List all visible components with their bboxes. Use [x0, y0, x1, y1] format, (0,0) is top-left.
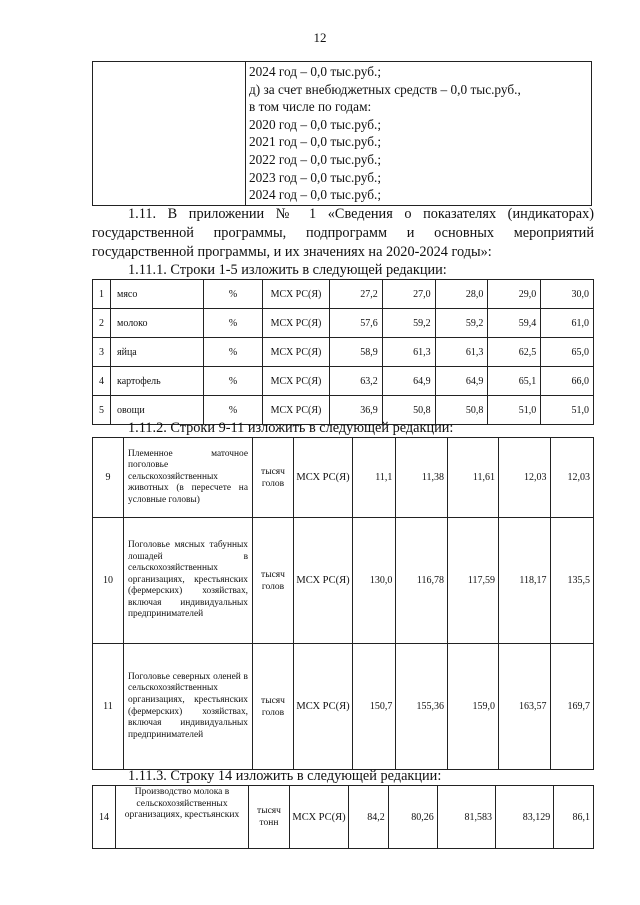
value-cell: 83,129: [495, 786, 553, 849]
table-row: [93, 309, 594, 338]
indicator-name: картофель: [111, 367, 204, 396]
value-cell: 169,7: [550, 644, 593, 770]
indicator-name: овощи: [111, 396, 204, 425]
source-cell: МСХ РС(Я): [263, 367, 330, 396]
row-number: 11: [93, 644, 124, 770]
row-number: 2: [93, 309, 111, 338]
table-rows-1-5: [92, 279, 594, 425]
row-number: 14: [93, 786, 116, 849]
unit-cell: %: [204, 309, 263, 338]
value-cell: 59,2: [435, 309, 488, 338]
empty-cell: [93, 62, 246, 206]
value-cell: 61,3: [382, 338, 435, 367]
indicator-name: мясо: [111, 280, 204, 309]
unit-cell: тысяч голов: [253, 644, 294, 770]
indicator-name: Племенное маточное поголовье сельскохозяйственных животных (в пересчете на условные головы): [124, 438, 253, 518]
page-number: 12: [313, 30, 327, 45]
value-cell: 11,61: [447, 438, 498, 518]
value-cell: 64,9: [435, 367, 488, 396]
source-cell: МСХ РС(Я): [290, 786, 349, 849]
funding-lines-cell: [246, 62, 592, 206]
value-cell: 59,2: [382, 309, 435, 338]
value-cell: 84,2: [349, 786, 389, 849]
unit-cell: %: [204, 338, 263, 367]
funding-line: 2024 год – 0,0 тыс.руб.;: [249, 187, 382, 203]
value-cell: 135,5: [550, 518, 593, 644]
value-cell: 159,0: [447, 644, 498, 770]
unit-cell: %: [204, 396, 263, 425]
table-row: [93, 786, 594, 849]
unit-cell: %: [204, 280, 263, 309]
row-number: 1: [93, 280, 111, 309]
paragraph-1-11: 1.11. В приложении № 1 «Сведения о показателях (индикаторах) государственной программы, подпрограмм и основных мероприятий государственной программы, и их значениях на 2020-2024 годы»:: [92, 206, 594, 260]
unit-cell: тысяч голов: [253, 518, 294, 644]
value-cell: 12,03: [498, 438, 550, 518]
value-cell: 28,0: [435, 280, 488, 309]
value-cell: 51,0: [488, 396, 541, 425]
funding-line: 2020 год – 0,0 тыс.руб.;: [249, 116, 382, 132]
value-cell: 65,1: [488, 367, 541, 396]
value-cell: 155,36: [396, 644, 448, 770]
value-cell: 66,0: [541, 367, 594, 396]
indicator-name: яйца: [111, 338, 204, 367]
value-cell: 130,0: [353, 518, 396, 644]
row-number: 4: [93, 367, 111, 396]
indicator-name: молоко: [111, 309, 204, 338]
value-cell: 50,8: [382, 396, 435, 425]
source-cell: МСХ РС(Я): [263, 280, 330, 309]
row-number: 3: [93, 338, 111, 367]
table-row: [93, 644, 594, 770]
value-cell: 62,5: [488, 338, 541, 367]
heading-1-11-1: 1.11.1. Строки 1-5 изложить в следующей редакции:: [128, 262, 447, 278]
funding-line: 2021 год – 0,0 тыс.руб.;: [249, 134, 382, 150]
value-cell: 36,9: [330, 396, 383, 425]
value-cell: 65,0: [541, 338, 594, 367]
value-cell: 116,78: [396, 518, 448, 644]
value-cell: 29,0: [488, 280, 541, 309]
indicator-name: Поголовье северных оленей в сельскохозяйственных организациях, крестьянских (фермерских) хозяйствах, включая индивидуальных предпринимателей: [124, 644, 253, 770]
value-cell: 11,1: [353, 438, 396, 518]
funding-line: 2024 год – 0,0 тыс.руб.;: [249, 64, 382, 79]
value-cell: 58,9: [330, 338, 383, 367]
source-cell: МСХ РС(Я): [263, 338, 330, 367]
value-cell: 117,59: [447, 518, 498, 644]
heading-1-11-2: 1.11.2. Строки 9-11 изложить в следующей редакции:: [128, 420, 454, 436]
unit-cell: тысяч тонн: [249, 786, 290, 849]
source-cell: МСХ РС(Я): [263, 396, 330, 425]
table-row: [93, 338, 594, 367]
value-cell: 27,0: [382, 280, 435, 309]
indicator-name: Поголовье мясных табунных лошадей в сельскохозяйственных организациях, крестьянских (фермерских) хозяйствах, включая индивидуальных предпринимателей: [124, 518, 253, 644]
value-cell: 61,3: [435, 338, 488, 367]
source-cell: МСХ РС(Я): [294, 438, 353, 518]
table-row: [93, 438, 594, 518]
value-cell: 27,2: [330, 280, 383, 309]
value-cell: 81,583: [437, 786, 495, 849]
value-cell: 57,6: [330, 309, 383, 338]
value-cell: 59,4: [488, 309, 541, 338]
table-row-14: [92, 785, 594, 849]
value-cell: 163,57: [498, 644, 550, 770]
heading-1-11-3: 1.11.3. Строку 14 изложить в следующей редакции:: [128, 768, 442, 784]
indicator-name: Производство молока в сельскохозяйственных организациях, крестьянских: [116, 786, 249, 849]
value-cell: 80,26: [388, 786, 437, 849]
funding-line: в том числе по годам:: [249, 99, 372, 115]
unit-cell: тысяч голов: [253, 438, 294, 518]
row-number: 9: [93, 438, 124, 518]
value-cell: 11,38: [396, 438, 448, 518]
row-number: 10: [93, 518, 124, 644]
value-cell: 61,0: [541, 309, 594, 338]
value-cell: 64,9: [382, 367, 435, 396]
value-cell: 63,2: [330, 367, 383, 396]
source-cell: МСХ РС(Я): [263, 309, 330, 338]
value-cell: 86,1: [554, 786, 594, 849]
funding-continuation-table: [92, 61, 592, 206]
unit-cell: %: [204, 367, 263, 396]
value-cell: 12,03: [550, 438, 593, 518]
funding-line: д) за счет внебюджетных средств – 0,0 тыс.руб.,: [249, 81, 521, 97]
value-cell: 51,0: [541, 396, 594, 425]
value-cell: 118,17: [498, 518, 550, 644]
table-row: [93, 280, 594, 309]
table-row: [93, 367, 594, 396]
value-cell: 50,8: [435, 396, 488, 425]
value-cell: 30,0: [541, 280, 594, 309]
funding-line: 2023 год – 0,0 тыс.руб.;: [249, 169, 382, 185]
source-cell: МСХ РС(Я): [294, 644, 353, 770]
source-cell: МСХ РС(Я): [294, 518, 353, 644]
funding-line: 2022 год – 0,0 тыс.руб.;: [249, 151, 382, 167]
table-rows-9-11: [92, 437, 594, 770]
table-row: [93, 518, 594, 644]
value-cell: 150,7: [353, 644, 396, 770]
row-number: 5: [93, 396, 111, 425]
